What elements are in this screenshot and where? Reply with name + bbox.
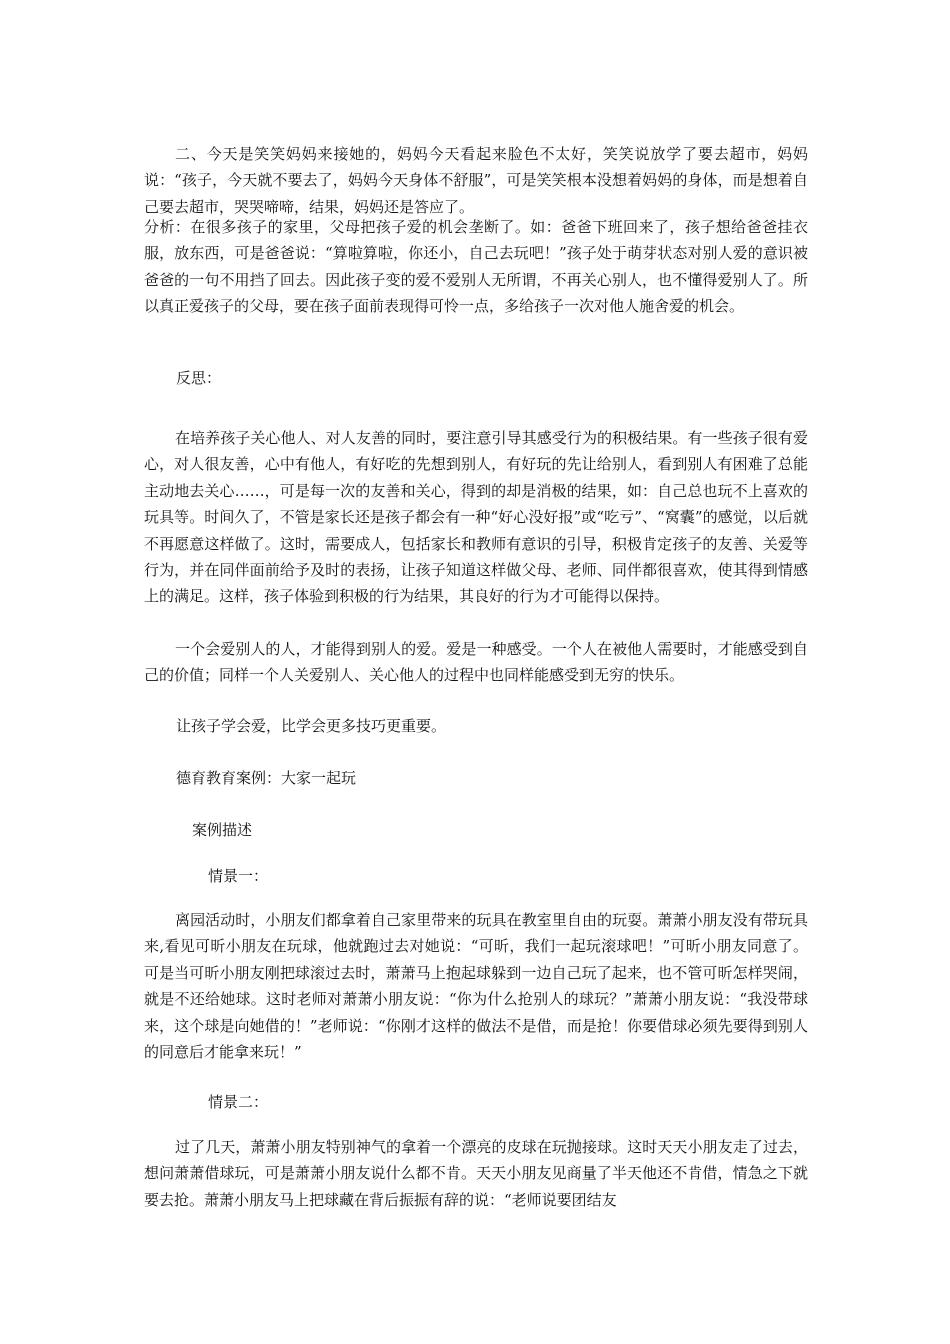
paragraph-story-two: 二、今天是笑笑妈妈来接她的，妈妈今天看起来脸色不太好，笑笑说放学了要去超市，妈妈说：“孩子，今天就不要去了，妈妈今天身体不舒服”，可是笑笑根本没想着妈妈的身体，而是想着自己要去超市，哭哭啼啼，结果，妈妈还是答应了。 [144, 145, 808, 216]
paragraph-analysis: 分析：在很多孩子的家里，父母把孩子爱的机会垄断了。如：爸爸下班回来了，孩子想给爸爸挂衣服，放东西，可是爸爸说：“算啦算啦，你还小，自己去玩吧！”孩子处于萌芽状态对别人爱的意识被爸爸的一句不用挡了回去。因此孩子变的爱不爱别人无所谓，不再关心别人，也不懂得爱别人了。所以真正爱孩子的父母，要在孩子面前表现得可怜一点，多给孩子一次对他人施舍爱的机会。 [144, 218, 808, 316]
heading-scene-one: 情景一： [208, 867, 269, 885]
paragraph-reflection: 在培养孩子关心他人、对人友善的同时，要注意引导其感受行为的积极结果。有一些孩子很有爱心，对人很友善，心中有他人，有好吃的先想到别人，有好玩的先让给别人，看到别人有困难了总能主动地去关心……，可是每一次的友善和关心，得到的却是消极的结果，如：自己总也玩不上喜欢的玩具等。时间久了，不管是家长还是孩子都会有一种“好心没好报”或“吃亏”、“窝囊”的感觉，以后就不再愿意这样做了。这时，需要成人，包括家长和教师有意识的引导，积极肯定孩子的友善、关爱等行为，并在同伴面前给予及时的表扬，让孩子知道这样做父母、老师、同伴都很喜欢，使其得到情感上的满足。这样，孩子体验到积极的行为结果，其良好的行为才可能得以保持。 [144, 429, 808, 606]
heading-reflection: 反思： [176, 369, 222, 387]
paragraph-scene-one: 离园活动时，小朋友们都拿着自己家里带来的玩具在教室里自由的玩耍。萧萧小朋友没有带玩具来,看见可昕小朋友在玩球，他就跑过去对她说：“可昕，我们一起玩滚球吧！”可昕小朋友同意了。可是当可昕小朋友刚把球滚过去时，萧萧马上抱起球躲到一边自己玩了起来，也不管可昕怎样哭闹，就是不还给她球。这时老师对萧萧小朋友说：“你为什么抢别人的球玩？”萧萧小朋友说：“我没带球来，这个球是向她借的！”老师说：“你刚才这样的做法不是借，而是抢！你要借球必须先要得到别人的同意后才能拿来玩！” [144, 911, 808, 1062]
paragraph-teach-love: 让孩子学会爱，比学会更多技巧更重要。 [176, 717, 447, 735]
heading-scene-two: 情景二： [208, 1093, 269, 1111]
paragraph-love: 一个会爱别人的人，才能得到别人的爱。爱是一种感受。一个人在被他人需要时，才能感受到自己的价值；同样一个人关爱别人、关心他人的过程中也同样能感受到无穷的快乐。 [144, 640, 808, 685]
heading-case-title: 德育教育案例：大家一起玩 [176, 769, 357, 787]
paragraph-scene-two: 过了几天，萧萧小朋友特别神气的拿着一个漂亮的皮球在玩抛接球。这时天天小朋友走了过去，想问萧萧借球玩，可是萧萧小朋友说什么都不肯。天天小朋友见商量了半天他还不肯借，情急之下就要去抢。萧萧小朋友马上把球藏在背后振振有辞的说：“老师说要团结友 [144, 1138, 808, 1209]
heading-case-description: 案例描述 [192, 821, 253, 839]
